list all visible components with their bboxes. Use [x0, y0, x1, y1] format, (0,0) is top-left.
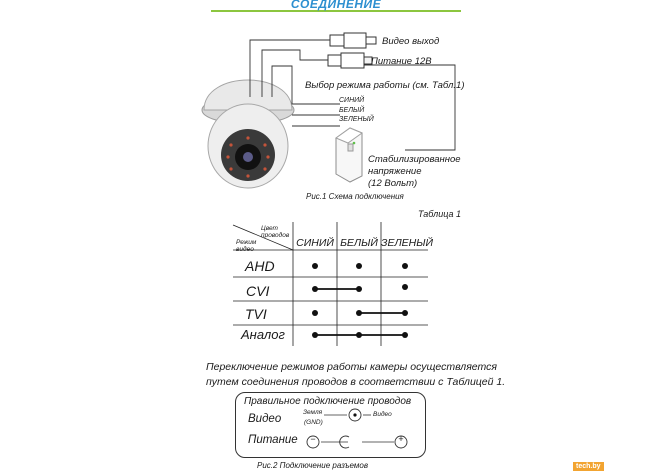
dot-analog-blue: [312, 332, 318, 338]
power-12v-label: Питание 12В: [371, 56, 432, 67]
table-corner-bottom: Режим видео: [236, 239, 257, 253]
wiring-diagram: [0, 0, 670, 205]
connector-box-title: Правильное подключение проводов: [244, 396, 412, 407]
table-title: Таблица 1: [418, 209, 462, 219]
wire-white-label: БЕЛЫЙ: [339, 106, 365, 114]
column-header-green: ЗЕЛЕНЫЙ: [381, 237, 434, 249]
power-row-label: Питание: [248, 434, 298, 446]
power-connector-icon: [328, 53, 372, 68]
wire-colors-list: [339, 96, 374, 125]
wire-blue-label: СИНИЙ: [339, 97, 365, 104]
dot-analog-white: [356, 332, 362, 338]
figure-1-caption: Рис.1 Схема подключения: [306, 192, 404, 201]
dome-camera-icon: [202, 80, 294, 188]
paragraph-line-2: путем соединения проводов в соответствии с Таблицей 1.: [206, 376, 506, 388]
dot-cvi-white: [356, 286, 362, 292]
table-corner-top: Цвет проводов: [261, 225, 290, 239]
connector-symbols: [295, 406, 415, 452]
column-header-white: БЕЛЫЙ: [340, 237, 378, 249]
ground-label: Земля: [303, 409, 323, 416]
dot-ahd-blue: [312, 263, 318, 269]
row-label-cvi: CVI: [246, 283, 270, 299]
video-row-label: Видео: [248, 413, 282, 425]
dot-ahd-green: [402, 263, 408, 269]
dot-cvi-green: [402, 284, 408, 290]
psu-label: [368, 154, 461, 190]
dot-tvi-blue: [312, 310, 318, 316]
page-title: СОЕДИНЕНИЕ: [290, 0, 382, 11]
column-header-blue: СИНИЙ: [296, 237, 334, 249]
gnd-label: (GND): [304, 419, 323, 426]
mode-select-label: Выбор режима работы (см. Табл.1): [305, 80, 465, 91]
psu-label-line-1: Стабилизированное: [368, 154, 461, 165]
dot-tvi-white: [356, 310, 362, 316]
mode-switch-paragraph: [206, 360, 506, 390]
video-connector-icon: [330, 33, 376, 48]
dot-ahd-white: [356, 263, 362, 269]
video-signal-label: Видео: [373, 411, 392, 418]
row-label-analog: Аналог: [241, 327, 285, 342]
figure-2-caption: Рис.2 Подключение разъемов: [257, 461, 369, 470]
row-label-tvi: TVI: [245, 306, 267, 322]
watermark-logo: tech.by: [573, 462, 604, 471]
row-label-ahd: AHD: [245, 258, 275, 274]
table-dots: [312, 263, 408, 338]
psu-label-line-3: (12 Вольт): [368, 178, 418, 189]
plus-sign: +: [398, 434, 404, 444]
paragraph-line-1: Переключение режимов работы камеры осуществляется: [206, 361, 498, 373]
video-out-label: Видео выход: [382, 36, 440, 47]
dot-cvi-blue: [312, 286, 318, 292]
dot-analog-green: [402, 332, 408, 338]
wire-green-label: ЗЕЛЕНЫЙ: [339, 116, 374, 123]
power-supply-icon: [336, 128, 362, 182]
psu-label-line-2: напряжение: [368, 166, 422, 177]
dot-tvi-green: [402, 310, 408, 316]
minus-sign: −: [310, 434, 316, 444]
